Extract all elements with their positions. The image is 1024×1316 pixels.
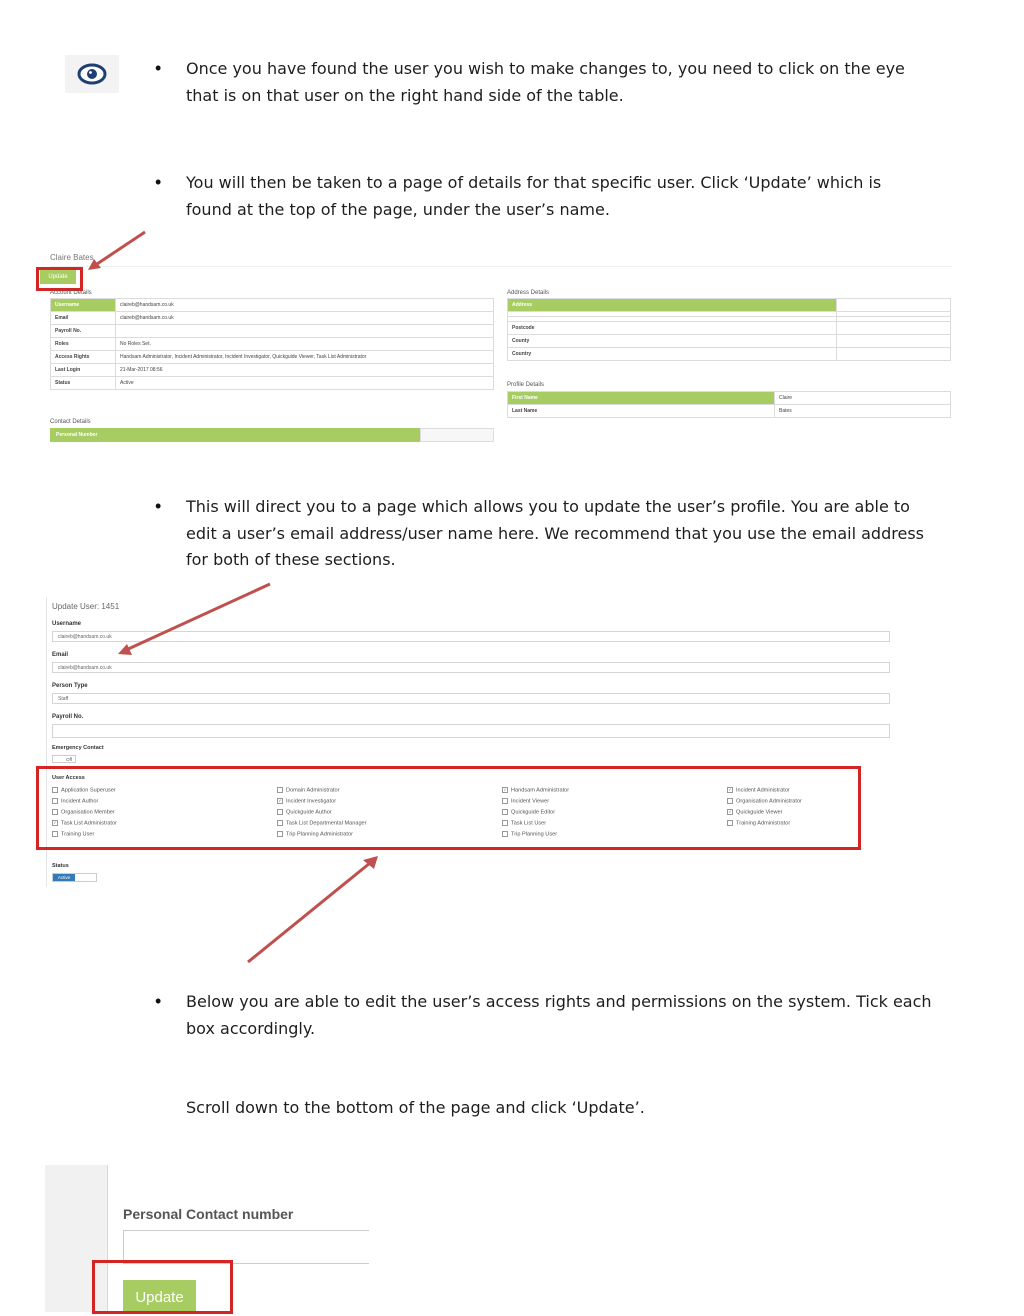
arrow-icon — [80, 228, 150, 273]
row-label: Last Login — [51, 364, 116, 377]
address-header: Address — [508, 299, 837, 312]
emergency-contact-label: Emergency Contact — [52, 745, 104, 751]
user-name-heading: Claire Bates — [50, 253, 94, 262]
bullet: • — [155, 991, 162, 1011]
table-row — [508, 392, 951, 405]
row-value — [837, 322, 951, 335]
personal-contact-input[interactable] — [123, 1230, 369, 1264]
step-1-text — [186, 56, 905, 109]
row-value — [837, 335, 951, 348]
status-toggle-on: Active — [53, 874, 75, 881]
access-checkbox-label: Incident Author — [61, 798, 99, 805]
update-button[interactable]: Update — [123, 1280, 196, 1312]
emergency-toggle[interactable]: Off — [52, 755, 76, 763]
username-label: Username — [52, 621, 82, 627]
access-checkbox-label: Application Superuser — [61, 787, 116, 794]
access-checkbox-label: Task List User — [511, 820, 547, 827]
table-row — [51, 377, 494, 390]
step-4-line-1: Below you are able to edit the user’s access rights and permissions on the system. Tick each — [186, 992, 932, 1011]
access-checkbox-label: Domain Administrator — [286, 787, 340, 794]
table-row — [51, 364, 494, 377]
eye-icon — [65, 55, 119, 93]
row-value — [116, 325, 494, 338]
table-row — [51, 312, 494, 325]
bullet: • — [155, 496, 162, 516]
access-checkbox-label: Training User — [61, 831, 95, 838]
row-label: Status — [51, 377, 116, 390]
payroll-label: Payroll No. — [52, 714, 84, 720]
checked-box-icon: ✓ — [503, 787, 507, 792]
row-value: claireb@handsam.co.uk — [116, 312, 494, 325]
payroll-input[interactable] — [52, 724, 890, 738]
table-row — [51, 325, 494, 338]
divider — [50, 266, 952, 267]
update-user-title: Update User: 1451 — [52, 602, 120, 611]
access-checkbox-label: Incident Viewer — [511, 798, 550, 805]
account-details-table — [50, 298, 494, 390]
access-checkbox-label: Trip Planning User — [511, 831, 558, 838]
table-row — [51, 351, 494, 364]
update-button-small[interactable]: Update — [40, 270, 76, 284]
row-value — [837, 348, 951, 361]
row-value: 21-Mar-2017 08:56 — [116, 364, 494, 377]
email-label: Email — [52, 652, 69, 658]
checked-box-icon: ✓ — [278, 798, 282, 803]
arrow-icon — [110, 580, 275, 660]
bullet: • — [155, 172, 162, 192]
scroll-note: Scroll down to the bottom of the page and click ‘Update’. — [186, 1098, 645, 1117]
highlight-box — [36, 267, 83, 291]
step-3-line-3: for both of these sections. — [186, 550, 396, 569]
access-checkbox-label: Incident Administrator — [736, 787, 790, 794]
eye-icon-box — [65, 55, 119, 93]
access-checkbox-label: Task List Departmental Manager — [286, 820, 367, 827]
table-row — [508, 322, 951, 335]
step-3-text — [186, 494, 924, 574]
contact-header: Personal Number — [50, 428, 420, 442]
row-label: Country — [508, 348, 837, 361]
username-input[interactable]: claireb@handsam.co.uk — [52, 631, 890, 642]
step-1-line-1: Once you have found the user you wish to make changes to, you need to click on the eye — [186, 59, 905, 78]
account-details-title: Account Details — [50, 290, 92, 296]
row-value: Bates — [775, 405, 951, 418]
bullet: • — [155, 58, 162, 78]
personal-contact-label: Personal Contact number — [123, 1206, 294, 1222]
table-row — [508, 348, 951, 361]
table-row — [51, 299, 494, 312]
user-access-label: User Access — [52, 775, 85, 781]
step-2-line-1: You will then be taken to a page of details for that specific user. Click ‘Update’ which is — [186, 173, 882, 192]
checked-box-icon: ✓ — [728, 787, 732, 792]
row-value: Handsam Administrator, Incident Administrator, Incident Investigator, Quickguide Viewer, Task List Administrator — [116, 351, 494, 364]
table-row — [508, 405, 951, 418]
status-toggle[interactable] — [52, 873, 97, 882]
address-details-title: Address Details — [507, 290, 550, 296]
table-row — [51, 338, 494, 351]
step-2-text — [186, 170, 881, 223]
access-checkbox-label: Organisation Member — [61, 809, 115, 816]
access-checkbox-label: Training Administrator — [736, 820, 791, 827]
row-label: Last Name — [508, 405, 775, 418]
step-1-line-2: that is on that user on the right hand side of the table. — [186, 85, 624, 105]
highlight-box — [92, 1260, 233, 1314]
access-checkbox-label: Quickguide Author — [286, 809, 332, 816]
row-label: Payroll No. — [51, 325, 116, 338]
profile-details-table — [507, 391, 951, 418]
access-checkbox-label: Trip Planning Administrator — [286, 831, 353, 838]
access-checkbox-label: Incident Investigator — [286, 798, 337, 805]
table-row — [508, 335, 951, 348]
step-3-line-2: edit a user’s email address/user name here. We recommend that you use the email address — [186, 523, 924, 543]
step-4-text — [186, 989, 932, 1042]
access-checkbox-label: Handsam Administrator — [511, 787, 570, 794]
address-details-table — [507, 298, 951, 361]
row-value: claireb@handsam.co.uk — [116, 299, 494, 312]
contact-value — [420, 428, 494, 442]
checked-box-icon: ✓ — [53, 820, 57, 825]
profile-details-title: Profile Details — [507, 382, 545, 388]
row-value: Claire — [775, 392, 951, 405]
row-label: Postcode — [508, 322, 837, 335]
email-input[interactable]: claireb@handsam.co.uk — [52, 662, 890, 673]
highlight-box — [36, 766, 861, 850]
row-label: Email — [51, 312, 116, 325]
row-label: Access Rights — [51, 351, 116, 364]
row-label: Roles — [51, 338, 116, 351]
person-type-select[interactable]: Staff — [52, 693, 890, 704]
step-2-line-2: found at the top of the page, under the user’s name. — [186, 199, 610, 219]
row-value — [837, 299, 951, 312]
arrow-icon — [240, 850, 385, 968]
person-type-label: Person Type — [52, 683, 88, 689]
status-label: Status — [52, 863, 69, 869]
access-checkbox-label: Task List Administrator — [61, 820, 117, 827]
table-row — [508, 299, 951, 312]
checked-box-icon: ✓ — [728, 809, 732, 814]
step-3-line-1: This will direct you to a page which allows you to update the user’s profile. You are able to — [186, 497, 910, 516]
row-label: Username — [51, 299, 116, 312]
row-label: First Name — [508, 392, 775, 405]
row-value: Active — [116, 377, 494, 390]
access-checkbox-label: Quickguide Editor — [511, 809, 556, 816]
access-checkbox-label: Organisation Administrator — [736, 798, 802, 805]
access-checkbox-label: Quickguide Viewer — [736, 809, 783, 816]
step-4-line-2: box accordingly. — [186, 1018, 316, 1038]
row-label: County — [508, 335, 837, 348]
contact-details-title: Contact Details — [50, 419, 91, 425]
row-value: No Roles Set. — [116, 338, 494, 351]
